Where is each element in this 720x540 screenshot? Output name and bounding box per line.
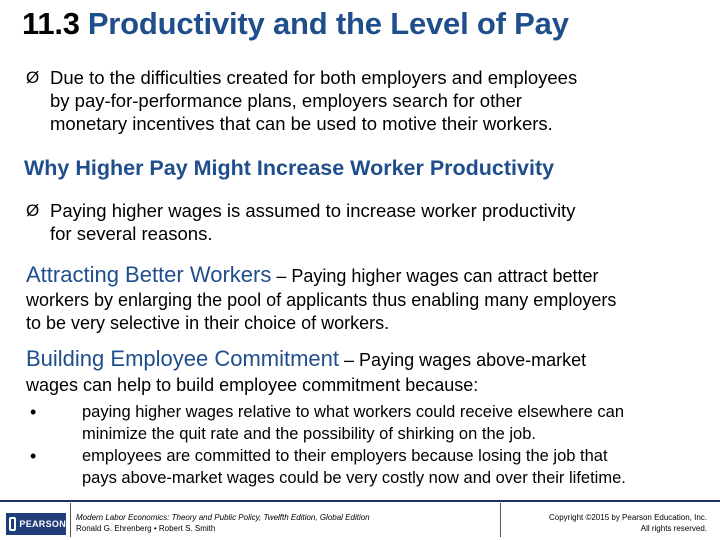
dot-bullet-icon: • <box>30 446 37 466</box>
reasons-bullet <box>26 199 575 245</box>
reasons-line: for several reasons. <box>50 223 213 244</box>
book-authors: Ronald G. Ehrenberg • Robert S. Smith <box>76 524 216 533</box>
footer-copyright <box>549 512 707 534</box>
intro-line: monetary incentives that can be used to motive their workers. <box>50 113 553 134</box>
commitment-line: wages can help to build employee commitment because: <box>26 375 479 395</box>
sub-bullet-line: pays above-market wages could be very costly now and over their lifetime. <box>82 468 626 487</box>
footer-book-info <box>76 512 370 534</box>
sub-bullet <box>30 446 626 489</box>
arrow-bullet-icon: Ø <box>26 68 40 87</box>
intro-line: Due to the difficulties created for both employers and employees <box>50 67 578 88</box>
footer-rule <box>0 500 720 502</box>
reasons-line: Paying higher wages is assumed to increase worker productivity <box>50 200 576 221</box>
intro-line: by pay-for-performance plans, employers search for other <box>50 90 522 111</box>
logo-text: PEARSON <box>19 519 66 529</box>
pearson-logo <box>6 513 66 535</box>
rights-text: All rights reserved. <box>640 524 707 533</box>
arrow-bullet-icon: Ø <box>26 201 40 220</box>
footer-divider <box>500 503 501 537</box>
term-dash: – <box>339 350 360 370</box>
attracting-paragraph <box>26 262 616 335</box>
commitment-first-line: Paying wages above-market <box>359 350 587 370</box>
attracting-line: to be very selective in their choice of workers. <box>26 313 390 333</box>
book-title: Modern Labor Economics: Theory and Public Policy, Twelfth Edition, Global Edition <box>76 513 370 522</box>
section-number: 11.3 <box>22 6 80 41</box>
sub-bullet-line: employees are committed to their employers because losing the job that <box>82 447 608 465</box>
intro-bullet <box>26 66 577 135</box>
title-text: Productivity and the Level of Pay <box>87 6 569 41</box>
pearson-mark-icon <box>9 517 16 531</box>
attracting-line: workers by enlarging the pool of applicants thus enabling many employers <box>26 290 617 310</box>
attracting-first-line: Paying higher wages can attract better <box>291 266 599 286</box>
term-dash: – <box>271 266 292 286</box>
slide-title <box>22 6 569 42</box>
dot-bullet-icon: • <box>30 402 37 422</box>
commitment-paragraph <box>26 345 586 397</box>
copyright-text: Copyright ©2015 by Pearson Education, Inc. <box>549 513 707 522</box>
sub-bullet-line: minimize the quit rate and the possibility of shirking on the job. <box>82 424 536 443</box>
footer-divider <box>70 503 71 537</box>
section-heading: Why Higher Pay Might Increase Worker Productivity <box>24 156 555 180</box>
sub-bullet-line: paying higher wages relative to what workers could receive elsewhere can <box>82 403 625 421</box>
commitment-term: Building Employee Commitment <box>26 346 340 371</box>
attracting-term: Attracting Better Workers <box>26 262 272 287</box>
sub-bullet <box>30 402 624 445</box>
